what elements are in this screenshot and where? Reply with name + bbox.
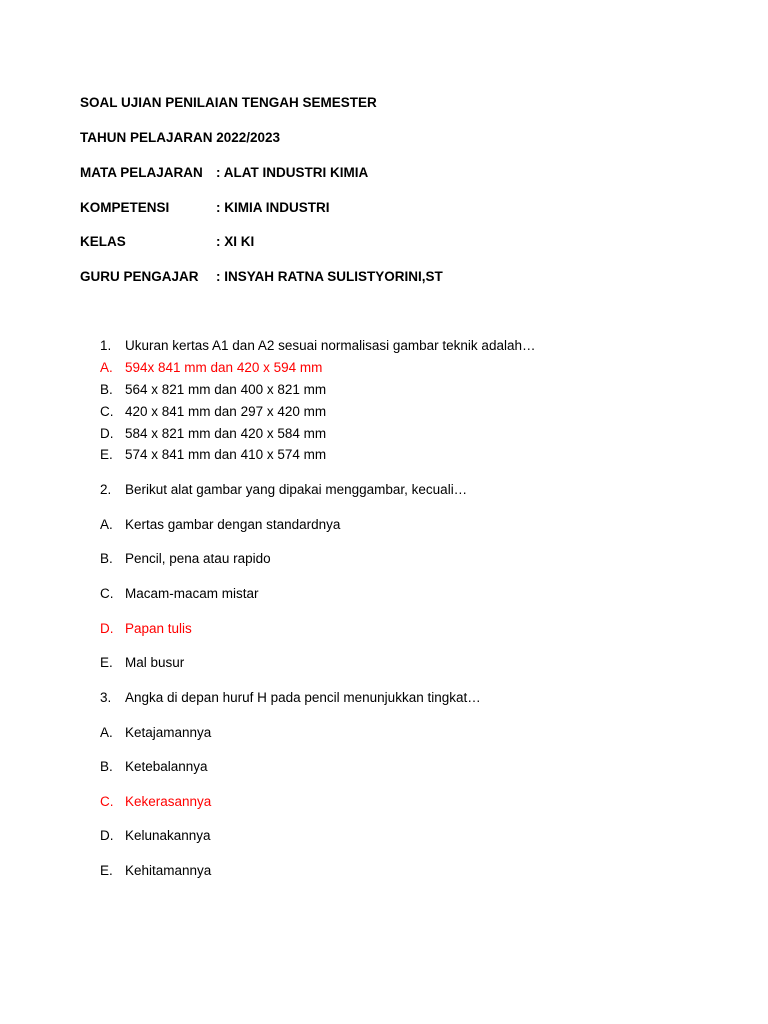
question-text: Berikut alat gambar yang dipakai menggambar, kecuali… xyxy=(125,482,468,497)
option-letter: C. xyxy=(100,586,114,601)
option-letter: A. xyxy=(100,517,113,532)
field-value: : KIMIA INDUSTRI xyxy=(216,200,330,215)
option-text: Kelunakannya xyxy=(125,828,211,843)
option-letter: B. xyxy=(100,759,113,774)
option-text: 584 x 821 mm dan 420 x 584 mm xyxy=(125,426,327,441)
option-letter: B. xyxy=(100,382,113,397)
field-teacher xyxy=(80,269,443,285)
option-text: Ketebalannya xyxy=(125,759,208,774)
exam-title: SOAL UJIAN PENILAIAN TENGAH SEMESTER xyxy=(80,95,377,110)
option-text: Kekerasannya xyxy=(125,794,212,809)
option-letter: A. xyxy=(100,725,113,740)
option-text: Papan tulis xyxy=(125,621,192,636)
option-text: Pencil, pena atau rapido xyxy=(125,551,271,566)
option-letter: C. xyxy=(100,794,114,809)
field-competency xyxy=(80,200,330,216)
option-text: 594x 841 mm dan 420 x 594 mm xyxy=(125,360,323,375)
option-text: Ketajamannya xyxy=(125,725,212,740)
field-value: : XI KI xyxy=(216,234,255,249)
question-number: 1. xyxy=(100,338,112,353)
option-text: 420 x 841 mm dan 297 x 420 mm xyxy=(125,404,327,419)
field-value: : INSYAH RATNA SULISTYORINI,ST xyxy=(216,269,443,284)
question-text: Ukuran kertas A1 dan A2 sesuai normalisasi gambar teknik adalah… xyxy=(125,338,536,353)
option-letter: A. xyxy=(100,360,113,375)
field-label: MATA PELAJARAN xyxy=(80,165,203,180)
option-letter: B. xyxy=(100,551,113,566)
question-text: Angka di depan huruf H pada pencil menunjukkan tingkat… xyxy=(125,690,481,705)
question-number: 3. xyxy=(100,690,112,705)
option-letter: E. xyxy=(100,655,113,670)
option-text: 574 x 841 mm dan 410 x 574 mm xyxy=(125,447,327,462)
option-letter: E. xyxy=(100,447,113,462)
field-label: KOMPETENSI xyxy=(80,200,170,215)
option-letter: D. xyxy=(100,828,114,843)
option-letter: E. xyxy=(100,863,113,878)
option-text: Kehitamannya xyxy=(125,863,212,878)
field-subject xyxy=(80,165,368,181)
option-text: Mal busur xyxy=(125,655,185,670)
option-text: 564 x 821 mm dan 400 x 821 mm xyxy=(125,382,327,397)
field-class xyxy=(80,234,254,250)
option-letter: C. xyxy=(100,404,114,419)
option-letter: D. xyxy=(100,426,114,441)
option-letter: D. xyxy=(100,621,114,636)
academic-year: TAHUN PELAJARAN 2022/2023 xyxy=(80,130,281,145)
field-label: GURU PENGAJAR xyxy=(80,269,199,284)
field-label: KELAS xyxy=(80,234,126,249)
field-value: : ALAT INDUSTRI KIMIA xyxy=(216,165,369,180)
option-text: Macam-macam mistar xyxy=(125,586,259,601)
question-number: 2. xyxy=(100,482,112,497)
option-text: Kertas gambar dengan standardnya xyxy=(125,517,341,532)
